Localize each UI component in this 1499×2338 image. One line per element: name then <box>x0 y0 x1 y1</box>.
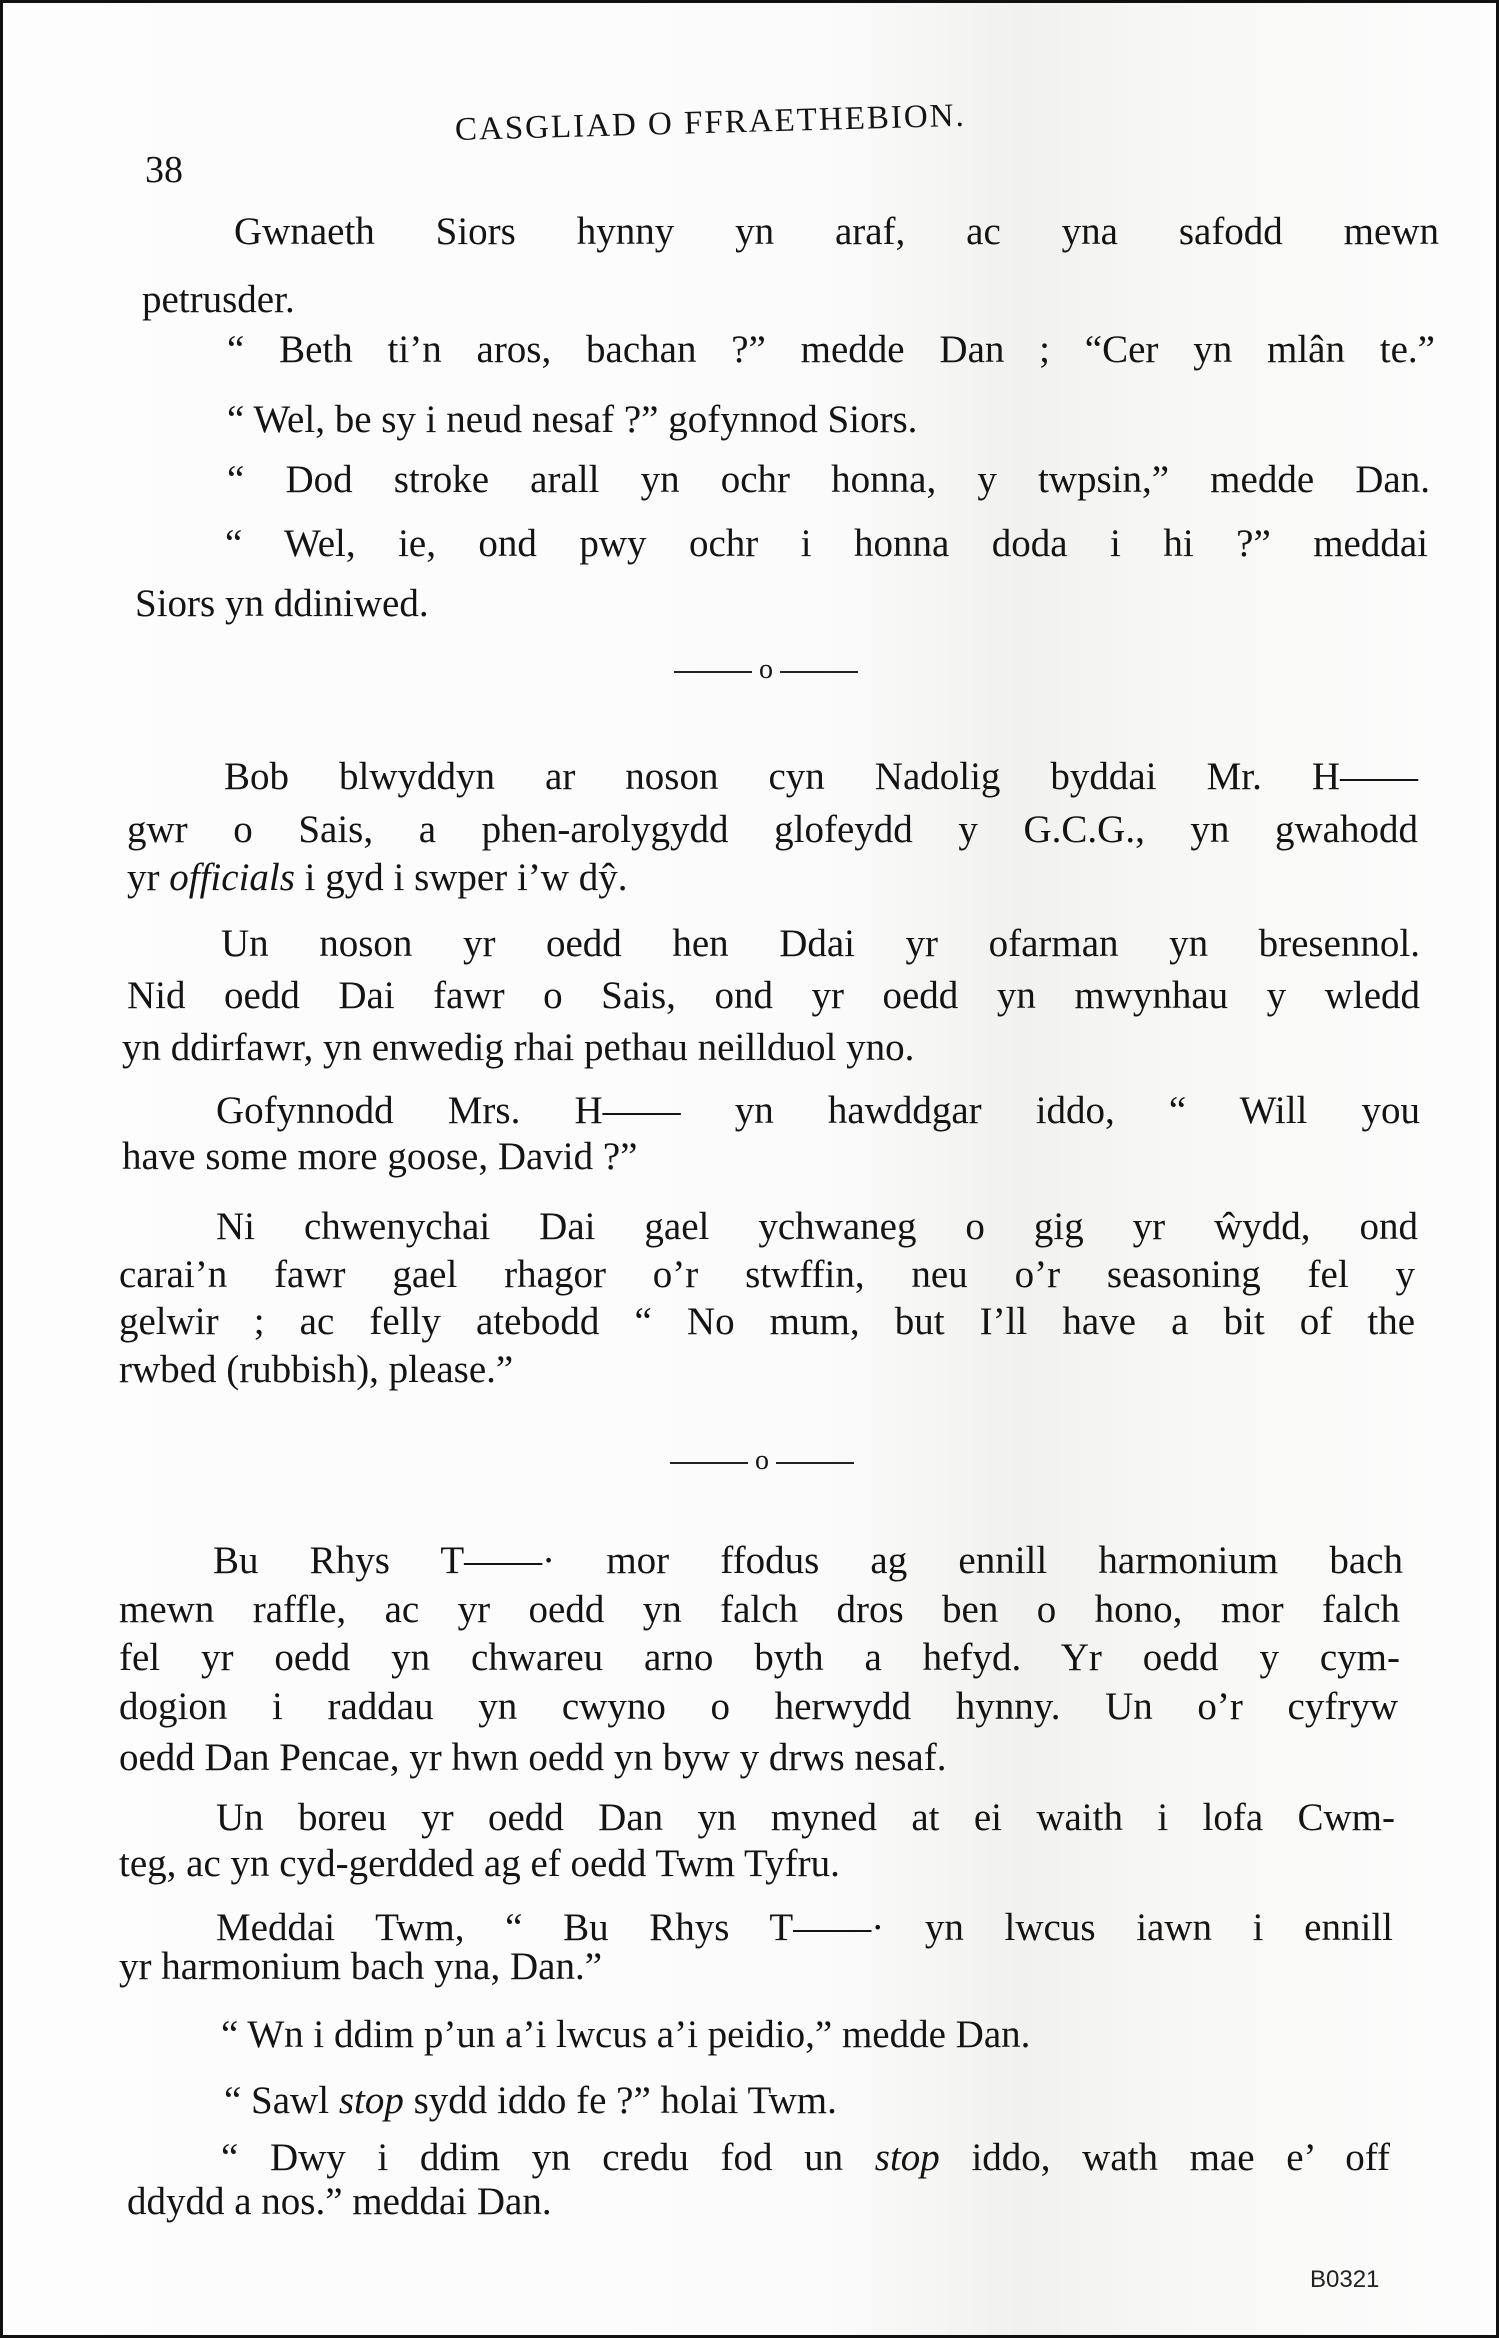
text-segment: gwr o Sais, a phen-arolygydd glofeydd y G.C.G., yn gwahodd <box>127 808 1418 851</box>
text-line <box>216 1908 1393 1947</box>
text-segment: sydd iddo fe ?” holai Twm. <box>403 2079 837 2122</box>
italic-word: stop <box>338 2079 404 2122</box>
text-line <box>127 2182 552 2221</box>
text-segment: iddo, wath mae e’ off <box>939 2136 1390 2179</box>
text-line <box>135 584 429 623</box>
text-segment: mewn raffle, ac yr oedd yn falch dros ben o hono, mor falch <box>119 1588 1400 1631</box>
text-segment: “ Wel, ie, ond pwy ochr i honna doda i hi ?” meddai <box>225 522 1428 565</box>
archive-code: B0321 <box>1310 2266 1380 2293</box>
text-segment: carai’n fawr gael rhagor o’r stwffin, neu o’r seasoning fel y <box>119 1253 1415 1296</box>
text-segment: ddydd a nos.” meddai Dan. <box>127 2180 552 2223</box>
text-line <box>119 1302 1415 1341</box>
text-segment: Gofynnodd Mrs. H—— yn hawddgar iddo, “ Will you <box>216 1089 1420 1132</box>
text-segment: Gwnaeth Siors hynny yn araf, ac yna safodd mewn <box>234 210 1439 253</box>
text-line <box>224 757 1418 796</box>
text-segment: “ Beth ti’n aros, bachan ?” medde Dan ; “Cer yn mlân te.” <box>227 328 1435 371</box>
text-line <box>221 2138 1390 2177</box>
text-segment: “ Dod stroke arall yn ochr honna, y twpsin,” medde Dan. <box>227 458 1430 501</box>
text-line <box>216 1091 1420 1130</box>
text-line <box>119 1255 1415 1294</box>
text-line <box>221 924 1420 963</box>
text-line <box>127 810 1418 849</box>
text-line <box>227 460 1430 499</box>
text-segment: “ Sawl <box>224 2079 339 2122</box>
text-line <box>216 1798 1395 1837</box>
text-segment: yn ddirfawr, yn enwedig rhai pethau neillduol yno. <box>122 1026 915 1069</box>
text-segment: Un boreu yr oedd Dan yn myned at ei waith i lofa Cwm- <box>216 1796 1395 1839</box>
text-line <box>221 2015 1030 2054</box>
page-number: 38 <box>145 149 183 191</box>
section-separator <box>670 1443 856 1483</box>
text-line <box>119 1638 1400 1677</box>
separator-glyph: o <box>755 1445 769 1476</box>
text-line <box>122 1137 638 1176</box>
text-segment: “ Wel, be sy i neud nesaf ?” gofynnod Siors. <box>227 398 918 441</box>
text-segment: gelwir ; ac felly atebodd “ No mum, but I’ll have a bit of the <box>119 1300 1415 1343</box>
text-segment: have some more goose, David ?” <box>122 1135 638 1178</box>
italic-word: stop <box>874 2136 940 2179</box>
text-segment: fel yr oedd yn chwareu arno byth a hefyd. Yr oedd y cym- <box>119 1636 1400 1679</box>
text-line <box>119 1687 1398 1726</box>
text-segment: petrusder. <box>142 278 295 321</box>
text-line <box>234 212 1439 251</box>
text-segment: teg, ac yn cyd-gerdded ag ef oedd Twm Tyfru. <box>119 1842 840 1885</box>
text-segment: Bu Rhys T——· mor ffodus ag ennill harmonium bach <box>213 1539 1403 1582</box>
text-line <box>225 524 1428 563</box>
text-line <box>119 1738 946 1777</box>
text-segment: i gyd i swper i’w dŷ. <box>294 856 628 899</box>
text-line <box>119 1947 602 1986</box>
text-line <box>119 1590 1400 1629</box>
text-segment: “ Wn i ddim p’un a’i lwcus a’i peidio,” medde Dan. <box>221 2013 1031 2056</box>
text-line <box>224 2081 837 2120</box>
separator-glyph: o <box>759 654 773 685</box>
text-segment: yr <box>127 856 170 899</box>
section-separator <box>674 652 860 692</box>
text-line <box>119 1844 840 1883</box>
text-line <box>213 1541 1403 1580</box>
text-segment: “ Dwy i ddim yn credu fod un <box>221 2136 875 2179</box>
text-segment: oedd Dan Pencae, yr hwn oedd yn byw y drws nesaf. <box>119 1736 947 1779</box>
text-segment: Siors yn ddiniwed. <box>135 582 429 625</box>
text-segment: Un noson yr oedd hen Ddai yr ofarman yn bresennol. <box>221 922 1420 965</box>
text-segment: Nid oedd Dai fawr o Sais, ond yr oedd yn mwynhau y wledd <box>127 974 1420 1017</box>
text-line <box>142 280 295 319</box>
text-line <box>227 400 917 439</box>
text-segment: dogion i raddau yn cwyno o herwydd hynny. Un o’r cyfryw <box>119 1685 1398 1728</box>
text-line <box>216 1207 1418 1246</box>
running-title: CASGLIAD O FFRAETHEBION. <box>454 97 967 148</box>
text-line <box>127 976 1420 1015</box>
text-segment: Ni chwenychai Dai gael ychwaneg o gig yr ŵydd, ond <box>216 1205 1418 1248</box>
text-line <box>227 330 1435 369</box>
text-line <box>127 858 627 897</box>
text-segment: rwbed (rubbish), please.” <box>119 1348 514 1391</box>
italic-word: officials <box>169 856 295 899</box>
text-segment: Bob blwyddyn ar noson cyn Nadolig byddai Mr. H—— <box>224 755 1418 798</box>
text-line <box>119 1350 513 1389</box>
text-line <box>122 1028 914 1067</box>
text-segment: yr harmonium bach yna, Dan.” <box>119 1945 603 1988</box>
text-segment: Meddai Twm, “ Bu Rhys T——· yn lwcus iawn i ennill <box>216 1906 1393 1949</box>
